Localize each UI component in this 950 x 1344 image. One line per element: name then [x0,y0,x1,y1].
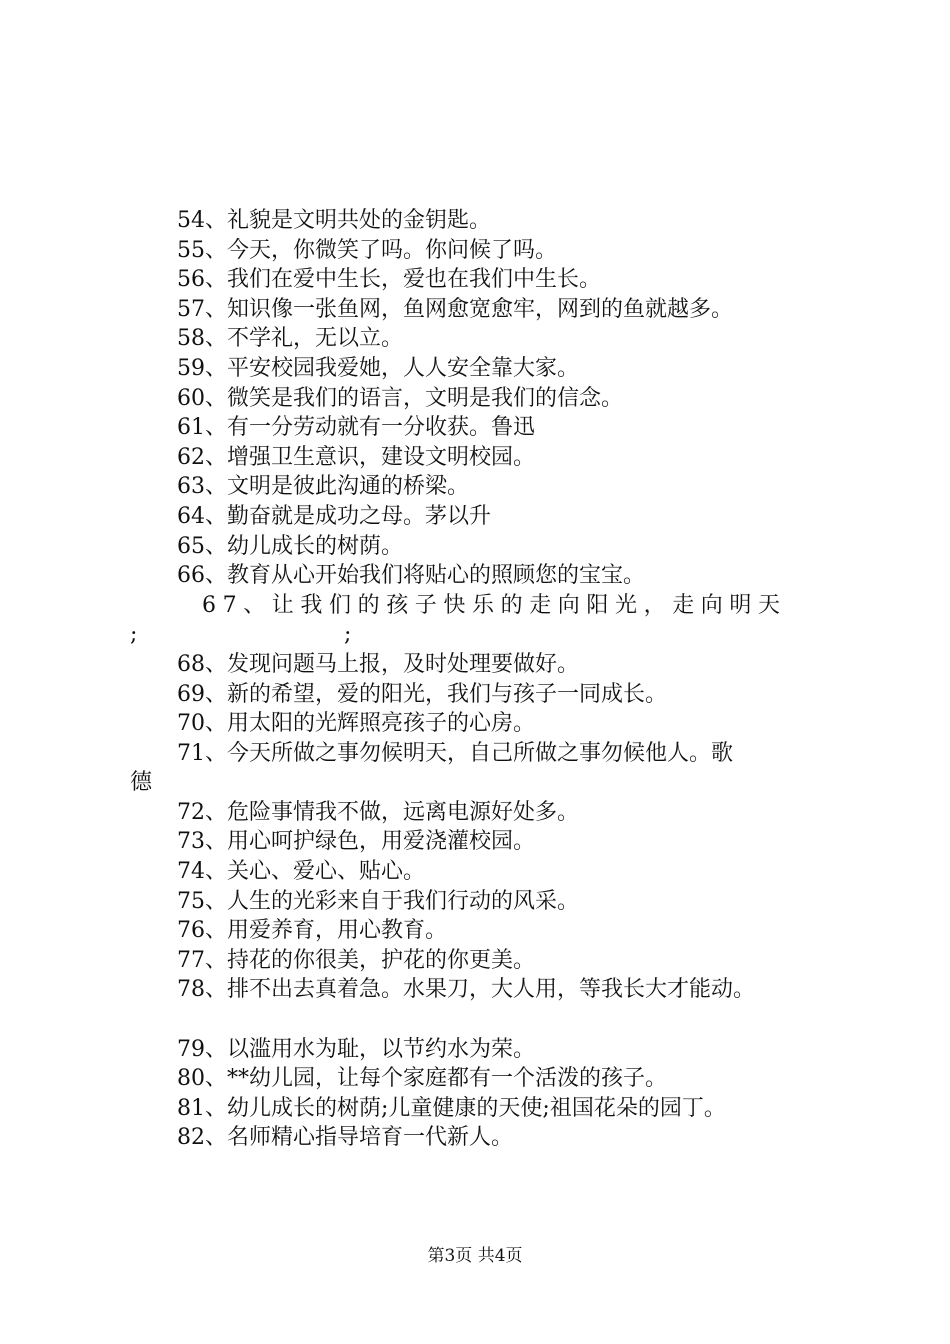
list-item: 79、以滥用水为耻，以节约水为荣。 [177,1036,535,1062]
list-item: 63、文明是彼此沟通的桥梁。 [177,474,469,500]
list-item: 59、平安校园我爱她，人人安全靠大家。 [177,355,579,381]
list-item: 55、今天，你微笑了吗。你问候了吗。 [177,237,557,263]
list-item: 66、教育从心开始我们将贴心的照顾您的宝宝。 [177,563,645,589]
list-item: 69、新的希望，爱的阳光，我们与孩子一同成长。 [177,681,667,707]
list-item-justified: 67、让我们的孩子快乐的走向阳光，走向明天 [202,592,787,618]
list-item: 71、今天所做之事勿候明天，自己所做之事勿候他人。歌 [177,740,733,766]
list-item: 65、幼儿成长的树荫。 [177,533,403,559]
semicolon-right: ; [344,622,352,648]
list-item: 80、**幼儿园，让每个家庭都有一个活泼的孩子。 [177,1066,667,1092]
list-item: 64、勤奋就是成功之母。茅以升 [177,503,491,529]
list-item-continuation [130,620,850,650]
list-item: 56、我们在爱中生长，爱也在我们中生长。 [177,267,601,293]
list-item: 73、用心呵护绿色，用爱浇灌校园。 [177,829,535,855]
list-item: 82、名师精心指导培育一代新人。 [177,1125,513,1151]
list-item: 70、用太阳的光辉照亮孩子的心房。 [177,711,535,737]
list-item: 72、危险事情我不做，远离电源好处多。 [177,799,579,825]
list-item: 60、微笑是我们的语言，文明是我们的信念。 [177,385,623,411]
list-item: 68、发现问题马上报，及时处理要做好。 [177,651,579,677]
list-item: 75、人生的光彩来自于我们行动的风采。 [177,888,579,914]
semicolon-left: ; [130,622,138,648]
page-footer: 第3页 共4页 [427,1246,523,1266]
list-item: 74、关心、爱心、贴心。 [177,859,425,885]
list-item: 78、排不出去真着急。水果刀，大人用，等我长大才能动。 [177,977,755,1003]
list-item-continuation: 德 [130,770,153,796]
list-item: 58、不学礼，无以立。 [177,326,403,352]
list-item: 62、增强卫生意识，建设文明校园。 [177,444,535,470]
list-item: 81、幼儿成长的树荫;儿童健康的天使;祖国花朵的园丁。 [177,1095,726,1121]
list-item: 61、有一分劳动就有一分收获。鲁迅 [177,415,535,441]
slogan-list [130,206,850,1153]
blank-line [130,1005,850,1035]
list-item: 54、礼貌是文明共处的金钥匙。 [177,208,491,233]
list-item: 77、持花的你很美，护花的你更美。 [177,947,535,973]
list-item: 76、用爱养育，用心教育。 [177,918,447,944]
list-item: 57、知识像一张鱼网，鱼网愈宽愈牢，网到的鱼就越多。 [177,296,733,322]
